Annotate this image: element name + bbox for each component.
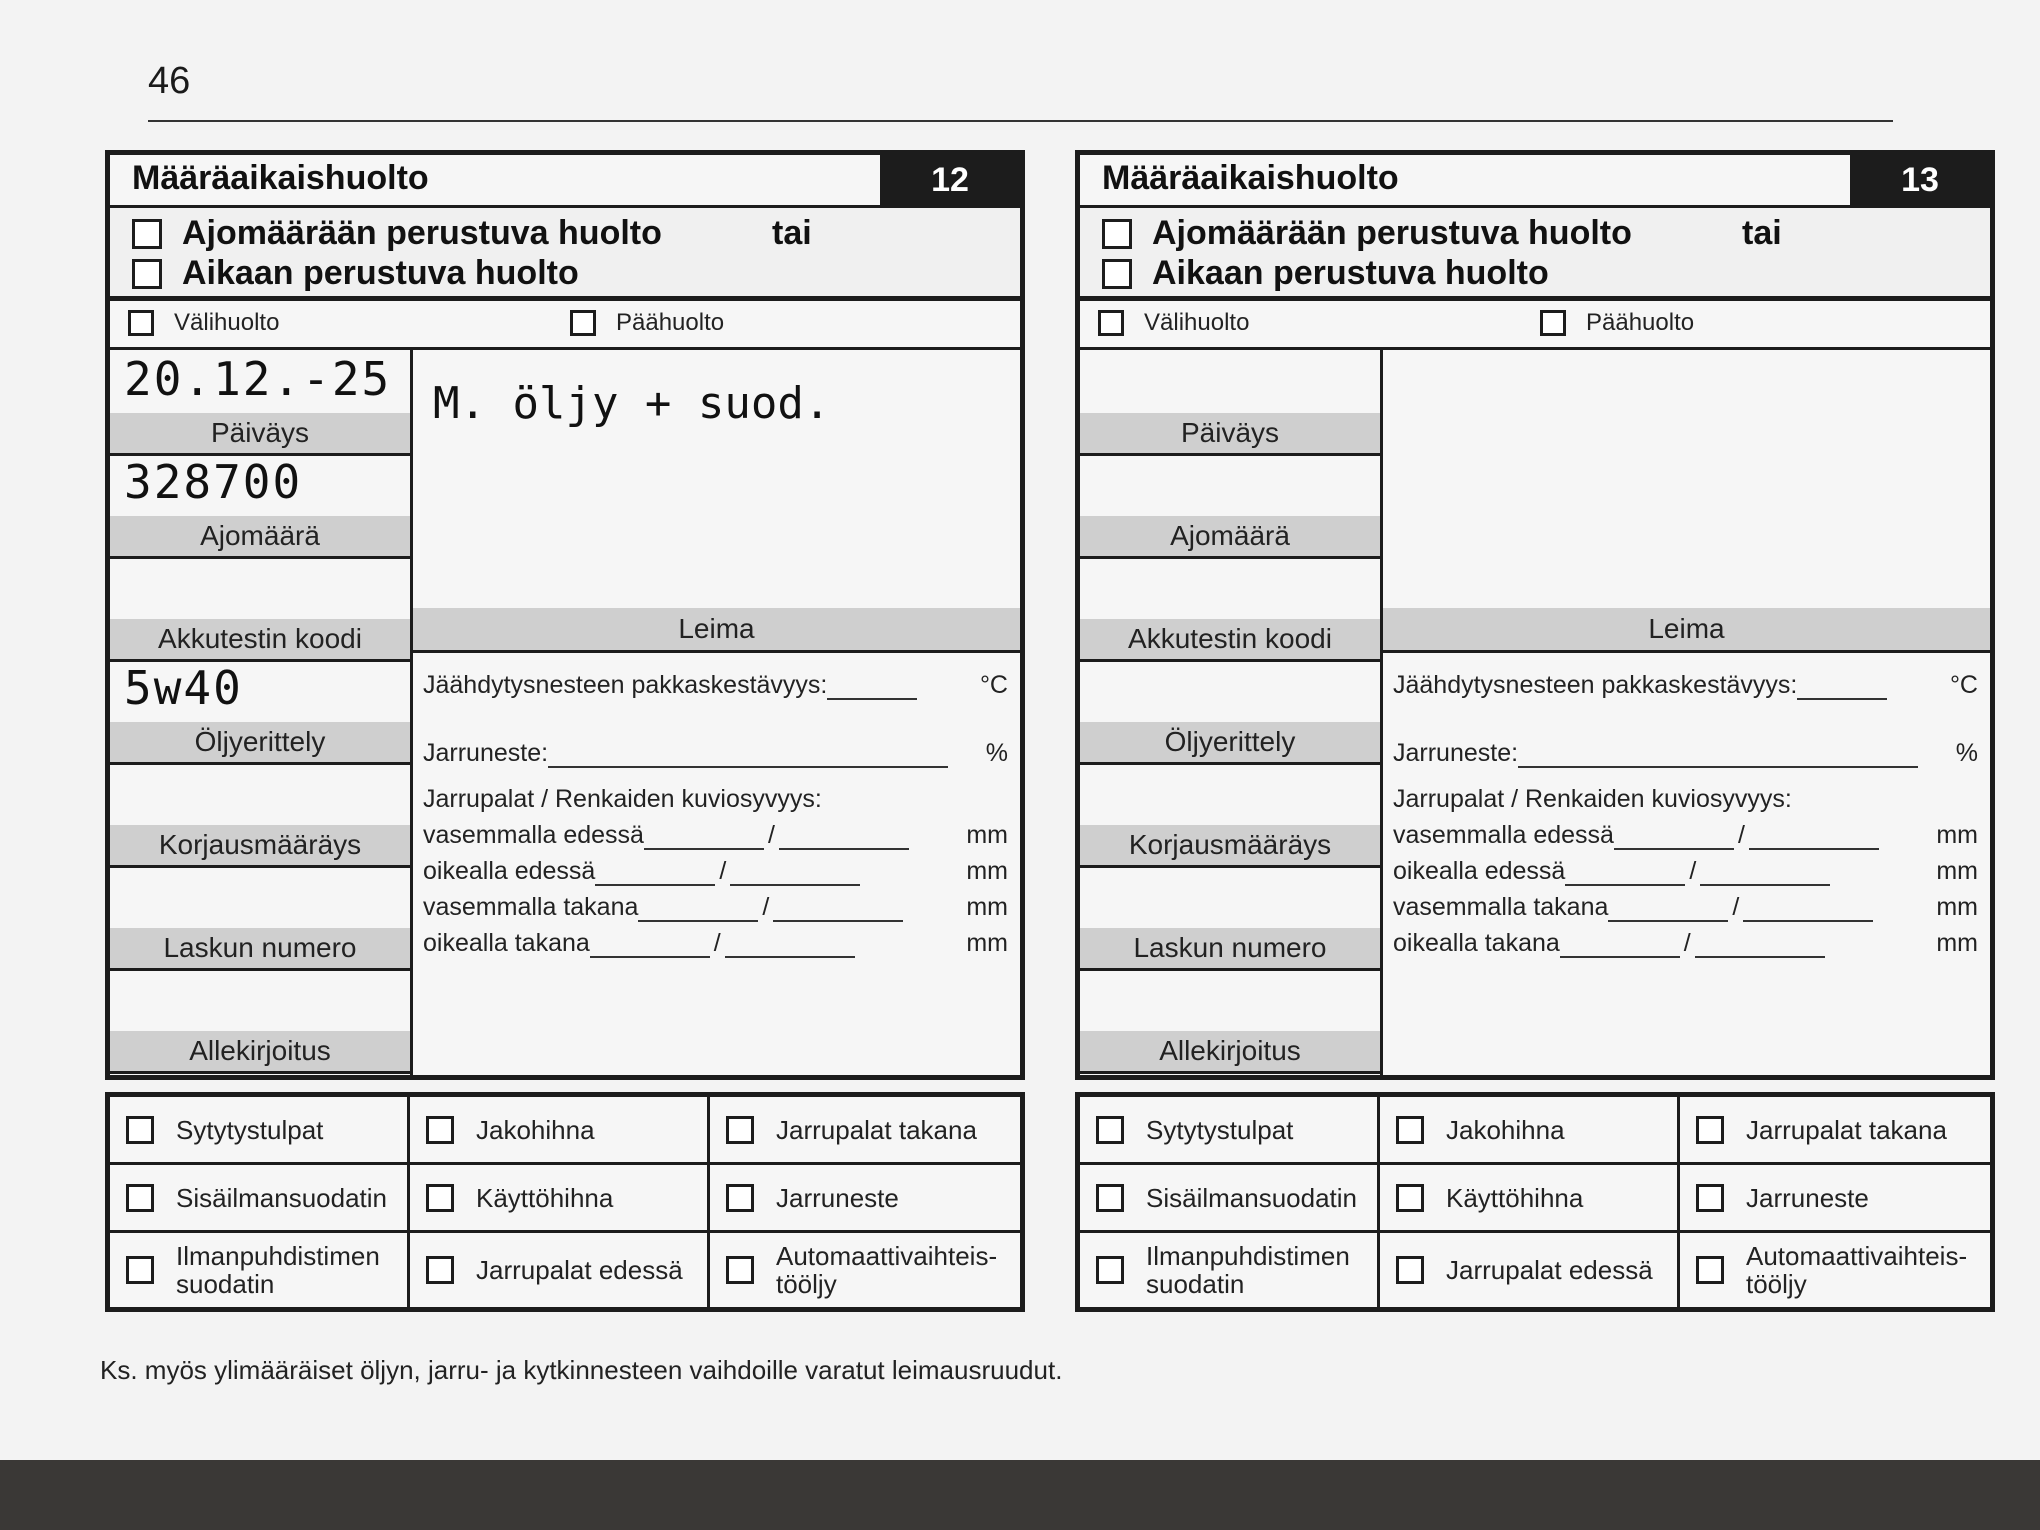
service-level-row <box>110 301 1020 350</box>
measurement-details <box>1383 653 1990 1075</box>
record-field <box>1080 659 1380 765</box>
front-value-field[interactable] <box>590 934 710 958</box>
front-value-field[interactable] <box>1565 862 1685 886</box>
position-label: vasemmalla edessä <box>1393 821 1614 849</box>
checklist-label: Jarruneste <box>1746 1182 1869 1213</box>
service-checklist <box>1075 1092 1995 1312</box>
checkbox[interactable] <box>126 1116 154 1144</box>
front-value-field[interactable] <box>1608 898 1728 922</box>
service-type-option <box>132 254 579 293</box>
front-value-field[interactable] <box>1560 934 1680 958</box>
checklist-label: Sisäilmansuodatin <box>1146 1182 1358 1213</box>
checklist-label: Jarrupalat edessä <box>476 1255 683 1285</box>
front-value-field[interactable] <box>644 826 764 850</box>
record-field <box>1080 453 1380 559</box>
record-fields <box>1080 350 1383 1075</box>
handwritten-note: M. öljy + suod. <box>433 378 831 429</box>
checklist-label: Jakohihna <box>1446 1114 1565 1145</box>
unit-label: mm <box>1936 893 1978 921</box>
coolant-label: Jäähdytysnesteen pakkaskestävyys: <box>1393 671 1798 699</box>
checkbox[interactable] <box>1096 1184 1124 1212</box>
checkbox[interactable] <box>1102 259 1132 289</box>
service-card-13 <box>1075 150 1995 1312</box>
slash: / <box>713 929 721 957</box>
checkbox[interactable] <box>726 1116 754 1144</box>
service-type-label: Aikaan perustuva huolto <box>1152 254 1549 292</box>
coolant-field[interactable] <box>827 676 917 700</box>
checklist-item[interactable] <box>1680 1097 1990 1165</box>
checkbox[interactable] <box>126 1256 154 1284</box>
service-form <box>105 150 1025 1080</box>
checkbox[interactable] <box>1102 219 1132 249</box>
service-checklist <box>105 1092 1025 1312</box>
slash: / <box>1683 929 1691 957</box>
slash: / <box>1737 821 1745 849</box>
detail-line <box>423 785 1008 814</box>
slash: / <box>1689 857 1697 885</box>
service-level-option <box>1540 309 1694 337</box>
record-fields <box>110 350 413 1075</box>
checklist-label: Käyttöhihna <box>476 1182 614 1213</box>
service-level-label: Välihuolto <box>1144 309 1250 336</box>
service-level-row <box>1080 301 1990 350</box>
service-form <box>1075 150 1995 1080</box>
checkbox[interactable] <box>1096 1116 1124 1144</box>
pads-header: Jarrupalat / Renkaiden kuviosyvyys: <box>1393 785 1792 813</box>
detail-line <box>423 821 1008 850</box>
detail-line <box>1393 785 1978 814</box>
brake-fluid-label: Jarruneste: <box>1393 739 1519 767</box>
service-level-label: Välihuolto <box>174 309 280 336</box>
checklist-label: Ilmanpuhdistimen suodatin <box>176 1241 380 1299</box>
field-label: Akkutestin koodi <box>1080 619 1380 659</box>
checklist-label: Automaattivaihteis-tööljy <box>776 1241 998 1299</box>
field-label: Öljyerittely <box>110 722 410 762</box>
service-type-block <box>110 208 1020 301</box>
front-value-field[interactable] <box>595 862 715 886</box>
checkbox[interactable] <box>1396 1184 1424 1212</box>
record-field <box>110 968 410 1074</box>
unit-label: % <box>985 739 1008 767</box>
checkbox[interactable] <box>570 310 596 336</box>
rear-value-field[interactable] <box>779 826 909 850</box>
title-bar <box>1080 155 1990 208</box>
checkbox[interactable] <box>426 1184 454 1212</box>
checklist-grid <box>1080 1097 1990 1307</box>
field-label: Laskun numero <box>110 928 410 968</box>
field-label: Ajomäärä <box>1080 516 1380 556</box>
checkbox[interactable] <box>726 1184 754 1212</box>
rear-value-field[interactable] <box>725 934 855 958</box>
position-label: oikealla takana <box>423 929 590 957</box>
field-label: Öljyerittely <box>1080 722 1380 762</box>
checklist-item[interactable] <box>1080 1233 1380 1307</box>
record-field <box>110 865 410 971</box>
slash: / <box>1732 893 1740 921</box>
service-level-label: Päähuolto <box>1586 309 1695 336</box>
position-label: vasemmalla takana <box>423 893 639 921</box>
rear-value-field[interactable] <box>773 898 903 922</box>
checkbox[interactable] <box>1696 1256 1724 1284</box>
checklist-item[interactable] <box>1080 1165 1380 1233</box>
position-label: vasemmalla takana <box>1393 893 1609 921</box>
rear-value-field[interactable] <box>730 862 860 886</box>
field-label: Allekirjoitus <box>1080 1031 1380 1071</box>
measurement-details <box>413 653 1020 1075</box>
checklist-item[interactable] <box>410 1097 710 1165</box>
checklist-label: Sisäilmansuodatin <box>176 1182 388 1213</box>
detail-line <box>1393 857 1978 886</box>
card-number: 12 <box>880 155 1020 205</box>
service-type-option <box>132 214 812 253</box>
position-label: oikealla takana <box>1393 929 1560 957</box>
checklist-item[interactable] <box>710 1233 1020 1307</box>
slash: / <box>719 857 727 885</box>
service-level-option <box>570 309 724 337</box>
service-level-option <box>128 309 279 337</box>
rear-value-field[interactable] <box>1743 898 1873 922</box>
field-label: Akkutestin koodi <box>110 619 410 659</box>
checklist-item[interactable] <box>1380 1233 1680 1307</box>
stamp-area[interactable] <box>1383 350 1990 611</box>
checkbox[interactable] <box>726 1256 754 1284</box>
checkbox[interactable] <box>1696 1116 1724 1144</box>
field-label: Päiväys <box>1080 413 1380 453</box>
checklist-item[interactable] <box>1680 1233 1990 1307</box>
checklist-item[interactable] <box>710 1165 1020 1233</box>
detail-line <box>1393 821 1978 850</box>
service-level-label: Päähuolto <box>616 309 725 336</box>
checkbox[interactable] <box>132 259 162 289</box>
service-type-label: Ajomäärään perustuva huolto <box>1152 214 1632 252</box>
handwritten-value[interactable]: 5w40 <box>124 661 243 715</box>
unit-label: mm <box>1936 821 1978 849</box>
stamp-label: Leima <box>413 608 1020 653</box>
checklist-label: Jarrupalat edessä <box>1446 1255 1653 1285</box>
unit-label: mm <box>966 857 1008 885</box>
detail-line <box>423 857 1008 886</box>
record-field <box>1080 556 1380 662</box>
unit-label: °C <box>979 671 1008 699</box>
rear-value-field[interactable] <box>1695 934 1825 958</box>
record-field <box>1080 762 1380 868</box>
brake-fluid-field[interactable] <box>1518 744 1918 768</box>
field-label: Allekirjoitus <box>110 1031 410 1071</box>
unit-label: mm <box>1936 857 1978 885</box>
checklist-item[interactable] <box>1380 1097 1680 1165</box>
detail-line <box>423 671 1008 700</box>
checkbox[interactable] <box>1396 1256 1424 1284</box>
checklist-label: Käyttöhihna <box>1446 1182 1584 1213</box>
unit-label: % <box>1955 739 1978 767</box>
footnote: Ks. myös ylimääräiset öljyn, jarru- ja kytkinnesteen vaihdoille varatut leimausruudut. <box>100 1355 1063 1385</box>
checkbox[interactable] <box>128 310 154 336</box>
brake-fluid-label: Jarruneste: <box>423 739 549 767</box>
unit-label: mm <box>966 821 1008 849</box>
checklist-item[interactable] <box>410 1165 710 1233</box>
checkbox[interactable] <box>1696 1184 1724 1212</box>
field-label: Korjausmääräys <box>110 825 410 865</box>
position-label: oikealla edessä <box>1393 857 1566 885</box>
checklist-label: Sytytystulpat <box>176 1114 324 1145</box>
slash: / <box>767 821 775 849</box>
stamp-label: Leima <box>1383 608 1990 653</box>
checklist-item[interactable] <box>110 1233 410 1307</box>
detail-line <box>423 739 1008 768</box>
checklist-label: Jakohihna <box>476 1114 595 1145</box>
field-label: Korjausmääräys <box>1080 825 1380 865</box>
checklist-item[interactable] <box>1080 1097 1380 1165</box>
service-type-label: Ajomäärään perustuva huolto <box>182 214 662 252</box>
checklist-item[interactable] <box>110 1165 410 1233</box>
record-field <box>1080 350 1380 456</box>
checkbox[interactable] <box>426 1116 454 1144</box>
front-value-field[interactable] <box>638 898 758 922</box>
checklist-item[interactable] <box>1680 1165 1990 1233</box>
brake-fluid-field[interactable] <box>548 744 948 768</box>
header-rule <box>148 120 1893 122</box>
checkbox[interactable] <box>1098 310 1124 336</box>
unit-label: mm <box>966 929 1008 957</box>
checklist-item[interactable] <box>1380 1165 1680 1233</box>
checklist-label: Jarrupalat takana <box>1746 1114 1947 1145</box>
detail-line <box>1393 671 1978 700</box>
position-label: vasemmalla edessä <box>423 821 644 849</box>
or-label: tai <box>1742 214 1782 252</box>
slash: / <box>762 893 770 921</box>
detail-line <box>1393 893 1978 922</box>
service-type-label: Aikaan perustuva huolto <box>182 254 579 292</box>
record-field <box>110 453 410 559</box>
record-field <box>110 762 410 868</box>
page-number: 46 <box>148 60 191 102</box>
checklist-label: Jarrupalat takana <box>776 1114 977 1145</box>
checklist-label: Sytytystulpat <box>1146 1114 1294 1145</box>
record-field <box>110 556 410 662</box>
checklist-item[interactable] <box>710 1097 1020 1165</box>
checkbox[interactable] <box>1540 310 1566 336</box>
checkbox[interactable] <box>126 1184 154 1212</box>
detail-line <box>1393 739 1978 768</box>
checklist-item[interactable] <box>110 1097 410 1165</box>
detail-line <box>423 929 1008 958</box>
detail-line <box>1393 929 1978 958</box>
title-bar <box>110 155 1020 208</box>
rear-value-field[interactable] <box>1700 862 1830 886</box>
or-label: tai <box>772 214 812 252</box>
service-card-12 <box>105 150 1025 1312</box>
checklist-item[interactable] <box>410 1233 710 1307</box>
field-label: Ajomäärä <box>110 516 410 556</box>
checklist-label: Ilmanpuhdistimen suodatin <box>1146 1241 1350 1299</box>
service-type-option <box>1102 254 1549 293</box>
service-type-option <box>1102 214 1782 253</box>
card-number: 13 <box>1850 155 1990 205</box>
unit-label: °C <box>1949 671 1978 699</box>
checklist-grid <box>110 1097 1020 1307</box>
checklist-label: Jarruneste <box>776 1182 899 1213</box>
coolant-field[interactable] <box>1797 676 1887 700</box>
position-label: oikealla edessä <box>423 857 596 885</box>
card-title: Määräaikaishuolto <box>1080 155 1850 205</box>
stamp-area[interactable] <box>413 350 1020 611</box>
handwritten-value[interactable]: 20.12.-25 <box>124 352 392 406</box>
unit-label: mm <box>966 893 1008 921</box>
checkbox[interactable] <box>1396 1116 1424 1144</box>
front-value-field[interactable] <box>1614 826 1734 850</box>
unit-label: mm <box>1936 929 1978 957</box>
detail-line <box>423 893 1008 922</box>
record-field <box>1080 865 1380 971</box>
card-title: Määräaikaishuolto <box>110 155 880 205</box>
service-level-option <box>1098 309 1249 337</box>
record-field <box>110 659 410 765</box>
checkbox[interactable] <box>426 1256 454 1284</box>
field-label: Laskun numero <box>1080 928 1380 968</box>
checkbox[interactable] <box>132 219 162 249</box>
record-field <box>1080 968 1380 1074</box>
record-field <box>110 350 410 456</box>
checklist-label: Automaattivaihteis-tööljy <box>1746 1241 1968 1299</box>
rear-value-field[interactable] <box>1749 826 1879 850</box>
field-label: Päiväys <box>110 413 410 453</box>
coolant-label: Jäähdytysnesteen pakkaskestävyys: <box>423 671 828 699</box>
checkbox[interactable] <box>1096 1256 1124 1284</box>
pads-header: Jarrupalat / Renkaiden kuviosyvyys: <box>423 785 822 813</box>
service-type-block <box>1080 208 1990 301</box>
handwritten-value[interactable]: 328700 <box>124 455 303 509</box>
